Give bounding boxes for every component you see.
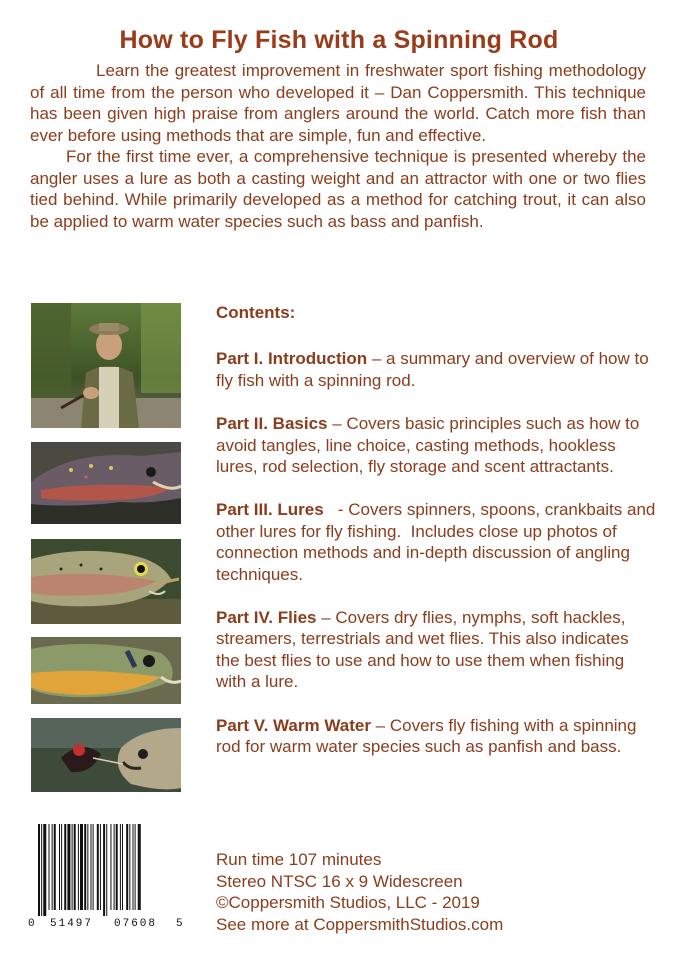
intro-paragraph-2: For the first time ever, a comprehensive technique is presented whereby the angler uses a lure as both a casting weight and an attractor with one or two flies tied behind. While primarily developed as a method for catching trout, it can also be applied to warm water species such as bass and panfish. (30, 147, 646, 231)
part-label: Part III. Lures (216, 500, 324, 520)
runtime-text: Run time 107 minutes (216, 850, 382, 869)
photo-angler-in-stream (31, 303, 181, 428)
contents-part-5 (216, 715, 656, 758)
contents-section (216, 302, 661, 780)
barcode-digit-last: 5 (176, 918, 183, 930)
part-description: – Covers basic principles such as how to avoid tangles, line choice, casting methods, hookless lures, rod selection, fly storage and scent attractants. (216, 414, 640, 477)
contents-part-2 (216, 413, 656, 477)
part-description: – Covers fly fishing with a spinning rod for warm water species such as panfish and bass. (216, 715, 637, 757)
photo-bass-with-fly (31, 718, 181, 792)
footer-info (216, 849, 656, 935)
part-label: Part I. Introduction (216, 349, 368, 369)
part-label: Part IV. Flies (216, 608, 317, 628)
barcode-digit-first: 0 (28, 918, 35, 930)
page-title: How to Fly Fish with a Spinning Rod (119, 26, 559, 54)
copyright-text: ©Coppersmith Studios, LLC - 2019 (216, 893, 480, 912)
website-text: See more at CoppersmithStudios.com (216, 914, 504, 934)
contents-part-1 (216, 348, 656, 391)
photo-brook-trout (31, 442, 181, 524)
barcode-digits-left: 51497 (50, 918, 94, 930)
contents-part-3 (216, 499, 661, 585)
upc-barcode (26, 820, 186, 940)
barcode-bars (26, 820, 186, 916)
format-text: Stereo NTSC 16 x 9 Widescreen (216, 871, 463, 891)
part-description: – a summary and overview of how to fly fish with a spinning rod. (216, 349, 649, 390)
intro-paragraph-1: Learn the greatest improvement in freshwater sport fishing methodology of all time from the person who developed it – Dan Coppersmith. This technique has been given high praise from anglers around the world. Catch more fish than ever before using methods that are simple, fun and effective. (30, 61, 646, 145)
part-label: Part II. Basics (216, 414, 328, 434)
part-description: - Covers spinners, spoons, crankbaits and other lures for fly fishing. Includes close up photos of connection methods and in-depth discussion of angling techniques. (216, 500, 661, 584)
contents-heading: Contents: (216, 303, 296, 322)
photo-rainbow-trout (31, 539, 181, 624)
part-label: Part V. Warm Water (216, 715, 371, 735)
photo-bluegill (31, 637, 181, 704)
barcode-digits-right: 07608 (114, 918, 158, 930)
part-description: – Covers dry flies, nymphs, soft hackles, streamers, terrestrials and wet flies. This also indicates the best flies to use and how to use them when fishing with a lure. (216, 608, 629, 692)
intro-text (30, 60, 646, 232)
contents-part-4 (216, 607, 656, 693)
